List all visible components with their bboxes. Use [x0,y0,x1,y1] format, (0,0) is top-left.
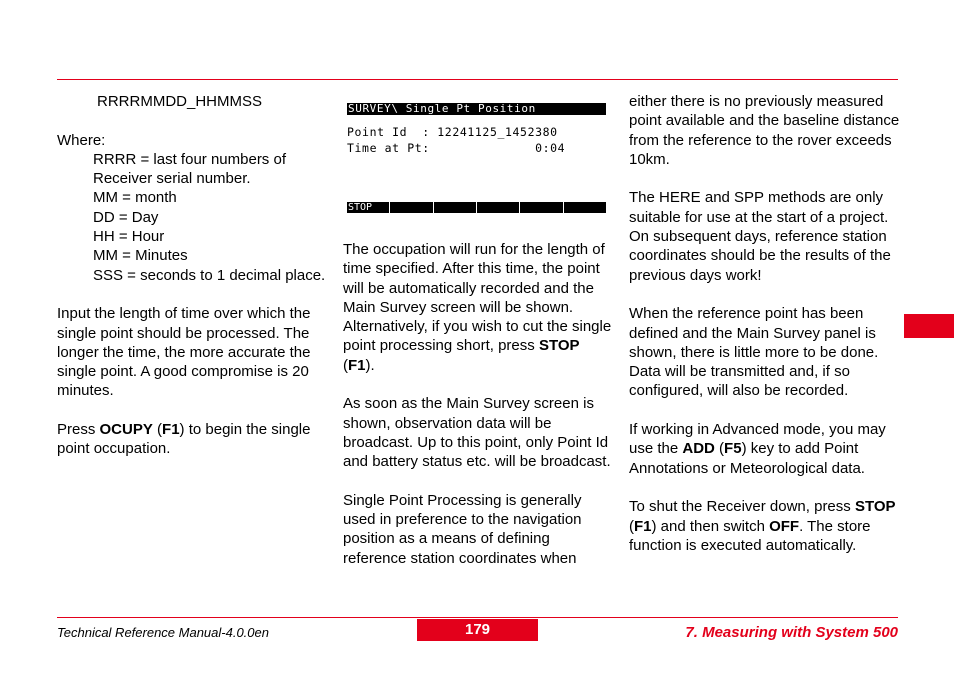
page-number: 179 [417,619,538,641]
paragraph-press-ocupy [57,420,329,459]
where-item: SSS = seconds to 1 decimal place. [93,266,326,284]
column-middle [343,240,615,568]
key-add: ADD [682,440,715,458]
softkey-empty [564,202,606,213]
text-run: ) key to add Point Annotations or Meteorological data. [629,440,865,477]
key-f1: F1 [634,517,652,535]
text-run: . The store function is executed automatically. [629,517,871,554]
column-left [57,92,329,459]
column-right [629,92,901,555]
where-label: Where: [57,131,106,149]
lcd-time-at-point: Time at Pt: 0:04 [347,141,566,155]
text-run: The occupation will run for the length of time specified. After this time, the point will be automatically recorded and the Main Survey screen will be shown. Alternatively, if you wish to cut the single point processing short, press [343,241,612,355]
paragraph-reference-defined: When the reference point has been defined and the Main Survey panel is shown, there is little more to be done. Data will be transmitted and, if so configured, will also be recorded. [629,305,879,400]
softkey-empty [520,202,563,213]
where-item: HH = Hour [93,228,165,246]
lcd-point-id: Point Id : 12241125_1452380 [347,125,558,139]
where-item: DD = Day [93,208,159,226]
paragraph-spp: Single Point Processing is generally used in preference to the navigation position as a means of defining reference station coordinates when [343,491,582,567]
paragraph-occupation [343,240,615,375]
text-run: Press [57,421,100,439]
text-run: ) and then switch [651,517,770,535]
where-item: MM = month [93,189,177,207]
paragraph-here-spp: The HERE and SPP methods are only suitable for use at the start of a project. On subsequent days, reference station coordinates should be the results of the previous days work! [629,189,891,284]
key-f5: F5 [724,440,742,458]
key-off: OFF [769,517,800,535]
softkey-empty [477,202,520,213]
softkey-empty [434,202,477,213]
chapter-title: 7. Measuring with System 500 [685,624,898,641]
text-run: ( [714,440,725,458]
text-run: ). [365,356,375,374]
footer-rule [57,617,898,618]
text-run: ( [343,356,348,374]
key-f1: F1 [162,421,180,439]
manual-title: Technical Reference Manual-4.0.0en [57,625,269,640]
key-f1: F1 [348,356,366,374]
text-run: ) to begin the single point occupation. [57,421,311,458]
text-run: To shut the Receiver down, press [629,498,855,516]
paragraph-previous-point: either there is no previously measured point available and the baseline distance from the reference to the rover exceeds 10km. [629,93,900,168]
key-stop: STOP [538,337,580,355]
lcd-softkey-bar [347,202,606,213]
where-item: RRRR = last four numbers of Receiver serial number. [93,150,286,188]
softkey-stop: STOP [347,202,390,213]
key-ocupy: OCUPY [99,421,153,439]
paragraph-advanced-mode [629,420,901,478]
text-run: ( [152,421,163,439]
paragraph-input-time: Input the length of time over which the single point should be processed. The longer the time, the more accurate the single point. A good compromise is 20 minutes. [57,305,311,400]
softkey-empty [390,202,433,213]
text-run: If working in Advanced mode, you may use the [629,421,886,458]
text-run: ( [629,517,634,535]
paragraph-shutdown [629,497,901,555]
key-stop: STOP [854,498,896,516]
paragraph-broadcast: As soon as the Main Survey screen is shown, observation data will be broadcast. Up to this point, only Point Id and battery status etc. will be broadcast. [343,395,611,471]
chapter-side-tab [904,314,954,338]
where-block [57,131,329,285]
header-rule [57,79,898,80]
lcd-title-bar: SURVEY\ Single Pt Position [347,103,606,115]
where-item: MM = Minutes [93,247,188,265]
id-format: RRRRMMDD_HHMMSS [97,93,262,110]
